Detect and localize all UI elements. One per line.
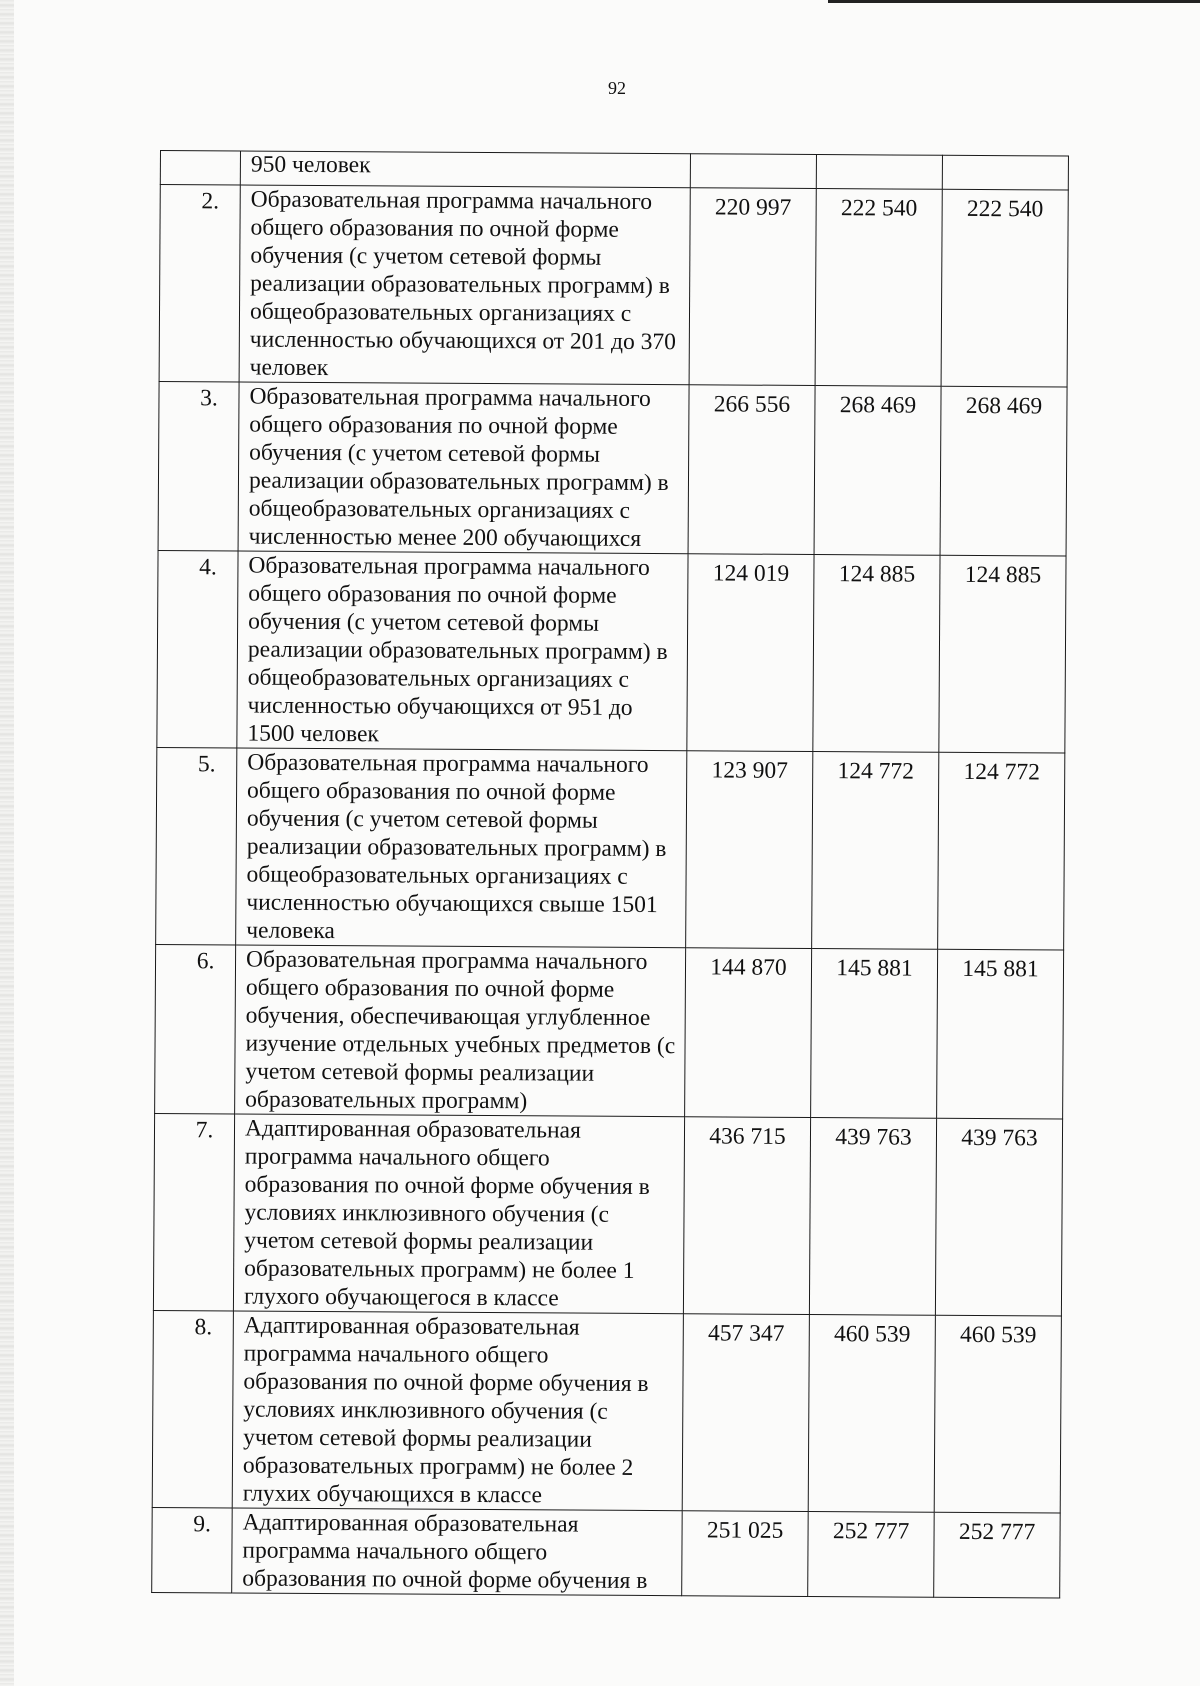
scan-top-border — [828, 0, 1200, 3]
row-number: 7. — [153, 1113, 234, 1310]
table-row — [155, 944, 1064, 1119]
value-col-2: 124 885 — [813, 555, 940, 753]
program-description: Адаптированная образовательная программа начального общего образования по очной форме обучения в — [232, 1508, 683, 1596]
tariff-table-container — [151, 150, 1068, 1599]
row-number: 2. — [159, 185, 240, 382]
row-number: 5. — [156, 747, 237, 944]
value-col-3: 124 772 — [938, 752, 1065, 950]
value-col-1: 220 997 — [689, 188, 816, 386]
table-row — [153, 1113, 1062, 1316]
row-number: 6. — [155, 944, 236, 1113]
table-row — [158, 381, 1067, 556]
table-row — [160, 151, 1068, 191]
value-col-3: 439 763 — [935, 1118, 1062, 1316]
table-row — [152, 1310, 1061, 1513]
value-col-2: 439 763 — [809, 1117, 936, 1315]
program-description: Образовательная программа начального общего образования по очной форме обучения (с учетом сетевой формы реализации образовательных программ) в общеобразовательных организациях с численностью обучающихся от 201 до 370 человек — [239, 185, 690, 385]
table-row — [152, 1507, 1061, 1598]
value-col-1: 457 347 — [682, 1314, 809, 1512]
value-col-1: 436 715 — [683, 1117, 810, 1315]
program-description: Образовательная программа начального общего образования по очной форме обучения (с учетом сетевой формы реализации образовательных программ) в общеобразовательных организациях с численностью менее 200 обучающихся — [238, 382, 689, 554]
row-number: 8. — [152, 1310, 233, 1507]
value-col-1: 124 019 — [687, 554, 814, 752]
value-col-2: 145 881 — [811, 948, 938, 1118]
value-col-2: 460 539 — [808, 1314, 935, 1512]
table-row — [159, 185, 1068, 388]
value-col-2: 268 469 — [814, 386, 941, 556]
program-description: Образовательная программа начального общего образования по очной форме обучения, обеспечивающая углубленное изучение отдельных учебных предметов (с учетом сетевой формы реализации образовательных программ) — [235, 945, 686, 1117]
table-row — [156, 747, 1065, 950]
program-description: Адаптированная образовательная программа начального общего образования по очной форме обучения в условиях инклюзивного обучения (с учетом сетевой формы реализации образовательных программ) не более 2 глухих обучающихся в классе — [232, 1311, 683, 1511]
value-col-3: 222 540 — [941, 189, 1068, 387]
value-col-3 — [942, 155, 1068, 190]
value-col-2 — [816, 155, 942, 190]
program-description: Образовательная программа начального общего образования по очной форме обучения (с учетом сетевой формы реализации образовательных программ) в общеобразовательных организациях с численностью обучающихся от 951 до 1500 человек — [237, 551, 688, 751]
program-description: 950 человек — [240, 151, 690, 188]
tariff-table — [151, 150, 1069, 1599]
page-number: 92 — [608, 78, 626, 98]
value-col-1: 266 556 — [688, 385, 815, 555]
row-number — [160, 151, 240, 185]
value-col-3: 145 881 — [937, 949, 1064, 1119]
value-col-1: 144 870 — [685, 948, 812, 1118]
program-description: Образовательная программа начального общего образования по очной форме обучения (с учетом сетевой формы реализации образовательных программ) в общеобразовательных организациях с численностью обучающихся свыше 1501 человека — [236, 748, 687, 948]
value-col-1: 251 025 — [682, 1511, 809, 1597]
row-number: 3. — [158, 381, 239, 550]
value-col-2: 222 540 — [815, 189, 942, 387]
row-number: 9. — [152, 1507, 233, 1592]
value-col-2: 252 777 — [808, 1511, 935, 1597]
program-description: Адаптированная образовательная программа начального общего образования по очной форме обучения в условиях инклюзивного обучения (с учетом сетевой формы реализации образовательных программ) не более 1 глухого обучающегося в классе — [233, 1114, 684, 1314]
scan-edge-shadow — [0, 0, 14, 1686]
row-number: 4. — [157, 550, 238, 747]
table-row — [157, 550, 1066, 753]
value-col-3: 124 885 — [939, 555, 1066, 753]
value-col-2: 124 772 — [812, 751, 939, 949]
value-col-1: 123 907 — [686, 751, 813, 949]
value-col-1 — [690, 154, 816, 189]
value-col-3: 252 777 — [934, 1512, 1061, 1598]
value-col-3: 268 469 — [940, 386, 1067, 556]
value-col-3: 460 539 — [934, 1315, 1061, 1513]
